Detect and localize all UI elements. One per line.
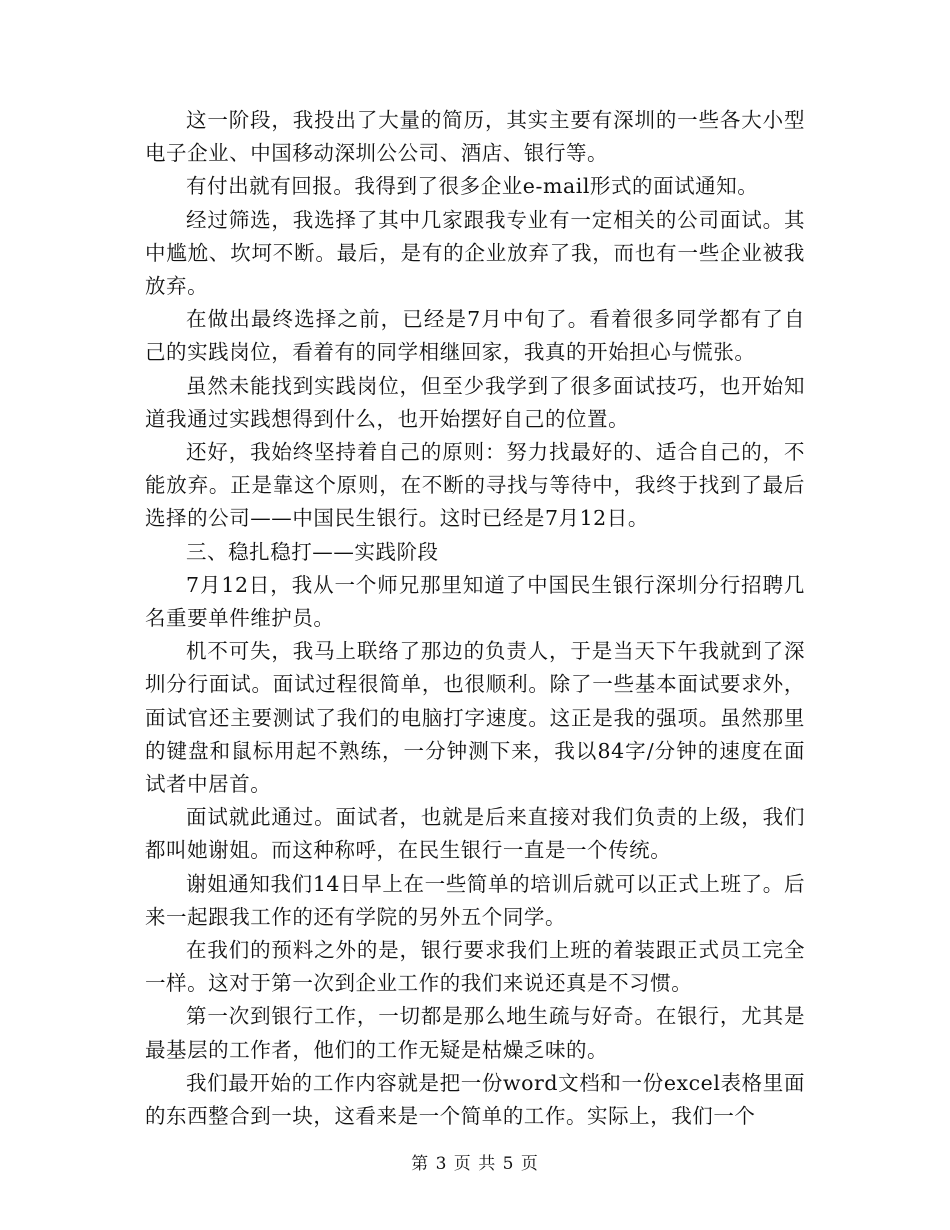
paragraph: 有付出就有回报。我得到了很多企业e-mail形式的面试通知。 bbox=[186, 174, 759, 199]
page-footer: 第 3 页 共 5 页 bbox=[411, 1154, 539, 1174]
paragraph: 谢姐通知我们14日早上在一些简单的培训后就可以正式上班了。后来一起跟我工作的还有学院的另外五个同学。 bbox=[145, 871, 805, 929]
paragraph: 7月12日，我从一个师兄那里知道了中国民生银行深圳分行招聘几名重要单件维护员。 bbox=[145, 572, 805, 631]
paragraph: 第一次到银行工作，一切都是那么地生疏与好奇。在银行，尤其是最基层的工作者，他们的工作无疑是枯燥乏味的。 bbox=[145, 1004, 805, 1062]
document-body bbox=[145, 104, 805, 1133]
paragraph: 虽然未能找到实践岗位，但至少我学到了很多面试技巧，也开始知道我通过实践想得到什么，也开始摆好自己的位置。 bbox=[145, 373, 805, 431]
paragraph: 还好，我始终坚持着自己的原则：努力找最好的、适合自己的，不能放弃。正是靠这个原则，在不断的寻找与等待中，我终于找到了最后选择的公司——中国民生银行。这时已经是7月12日。 bbox=[145, 440, 805, 531]
paragraph: 经过筛选，我选择了其中几家跟我专业有一定相关的公司面试。其中尴尬、坎坷不断。最后，是有的企业放弃了我，而也有一些企业被我放弃。 bbox=[145, 207, 805, 299]
paragraph: 这一阶段，我投出了大量的简历，其实主要有深圳的一些各大小型电子企业、中国移动深圳公公司、酒店、银行等。 bbox=[145, 108, 805, 166]
paragraph: 在做出最终选择之前，已经是7月中旬了。看着很多同学都有了自己的实践岗位，看着有的同学相继回家，我真的开始担心与慌张。 bbox=[145, 307, 805, 365]
paragraph: 我们最开始的工作内容就是把一份word文档和一份excel表格里面的东西整合到一块，这看来是一个简单的工作。实际上，我们一个 bbox=[145, 1070, 805, 1129]
paragraph: 在我们的预料之外的是，银行要求我们上班的着装跟正式员工完全一样。这对于第一次到企业工作的我们来说还真是不习惯。 bbox=[145, 938, 805, 996]
paragraph: 面试就此通过。面试者，也就是后来直接对我们负责的上级，我们都叫她谢姐。而这种称呼，在民生银行一直是一个传统。 bbox=[145, 805, 805, 863]
section-heading: 三、稳扎稳打——实践阶段 bbox=[186, 539, 439, 564]
paragraph: 机不可失，我马上联络了那边的负责人，于是当天下午我就到了深圳分行面试。面试过程很简单，也很顺利。除了一些基本面试要求外，面试官还主要测试了我们的电脑打字速度。这正是我的强项。虽然那里的键盘和鼠标用起不熟练，一分钟测下来，我以84字/分钟的速度在面试者中居首。 bbox=[145, 639, 805, 797]
